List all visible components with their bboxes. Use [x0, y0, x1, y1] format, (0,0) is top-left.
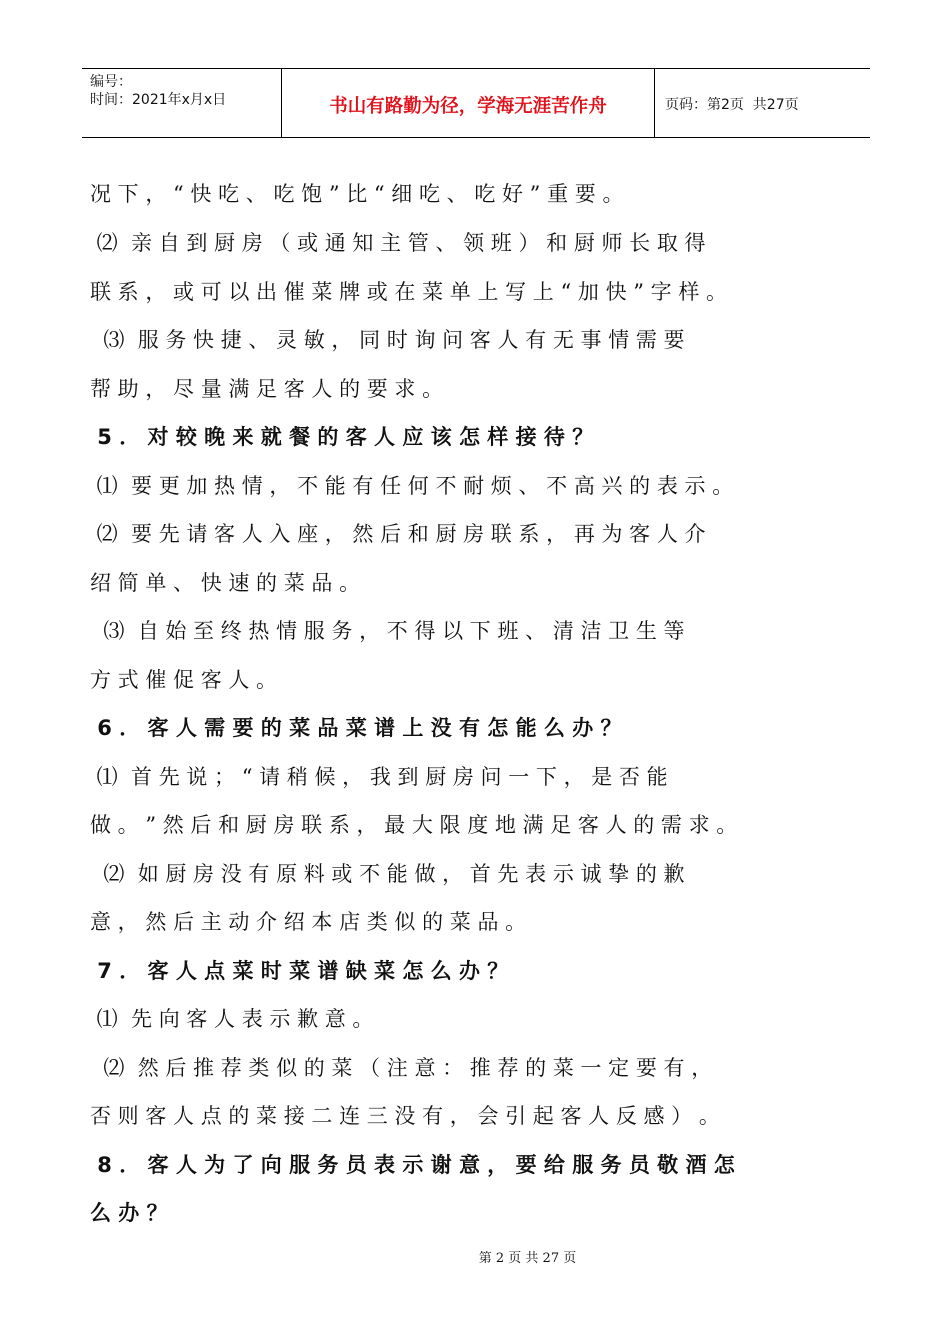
- question-heading: 7 ． 客 人 点 菜 时 菜 谱 缺 菜 怎 么 办 ？: [90, 959, 509, 983]
- body-line: ⑵ 然 后 推 荐 类 似 的 菜 （ 注 意 ： 推 荐 的 菜 一 定 要 有 ，: [90, 1056, 713, 1080]
- body-line: ⑶ 服 务 快 捷 、 灵 敏 ， 同 时 询 问 客 人 有 无 事 情 需 要: [90, 328, 685, 352]
- time-label: 时间：2021年x月x日: [90, 92, 227, 108]
- body-line: ⑶ 自 始 至 终 热 情 服 务 ， 不 得 以 下 班 、 清 洁 卫 生 等: [90, 619, 685, 643]
- body-line: 方 式 催 促 客 人 。: [90, 668, 278, 692]
- body-line: ⑴ 要 更 加 热 情 ， 不 能 有 任 何 不 耐 烦 、 不 高 兴 的 表 示 。: [90, 474, 734, 498]
- body-line: 绍 简 单 、 快 速 的 菜 品 。: [90, 571, 361, 595]
- question-heading: 8 ． 客 人 为 了 向 服 务 员 表 示 谢 意 ， 要 给 服 务 员 敬 酒 怎: [90, 1153, 735, 1177]
- question-heading: 6 ． 客 人 需 要 的 菜 品 菜 谱 上 没 有 怎 能 么 办 ？: [90, 716, 622, 740]
- page-footer: [0, 1247, 950, 1266]
- body-line: 帮 助 ， 尽 量 满 足 客 人 的 要 求 。: [90, 377, 444, 401]
- body-line: 否 则 客 人 点 的 菜 接 二 连 三 没 有 ， 会 引 起 客 人 反 感 ） 。: [90, 1104, 720, 1128]
- body-line: 况 下 ， “ 快 吃 、 吃 饱 ” 比 “ 细 吃 、 吃 好 ” 重 要 。: [90, 182, 624, 206]
- body-line: 做 。 ” 然 后 和 厨 房 联 系 ， 最 大 限 度 地 满 足 客 人 的 需 求 。: [90, 813, 738, 837]
- body-line: ⑴ 先 向 客 人 表 示 歉 意 。: [90, 1007, 374, 1031]
- body-line: 联 系 ， 或 可 以 出 催 菜 牌 或 在 菜 单 上 写 上 “ 加 快 ” 字 样 。: [90, 280, 728, 304]
- body-line: 意 ， 然 后 主 动 介 绍 本 店 类 似 的 菜 品 。: [90, 910, 527, 934]
- header-motto: 书山有路勤为径，学海无涯苦作舟: [282, 69, 655, 137]
- body-line: ⑵ 要 先 请 客 人 入 座 ， 然 后 和 厨 房 联 系 ， 再 为 客 人 介: [90, 522, 706, 546]
- question-heading: 么 办 ？: [90, 1201, 168, 1225]
- header-page-info: [655, 69, 870, 137]
- page-header: [82, 68, 870, 138]
- body-line: ⑵ 亲 自 到 厨 房 （ 或 通 知 主 管 、 领 班 ） 和 厨 师 长 取 得: [90, 231, 706, 255]
- code-label: 编号：: [90, 74, 132, 90]
- page-info-text: 页码：第2页 共27页: [665, 97, 799, 113]
- question-heading: 5 ． 对 较 晚 来 就 餐 的 客 人 应 该 怎 样 接 待 ？: [90, 425, 594, 449]
- footer-page-number: 第 2 页 共 27 页: [478, 1251, 577, 1266]
- body-line: ⑴ 首 先 说 ； “ 请 稍 候 ， 我 到 厨 房 问 一 下 ， 是 否 能: [90, 765, 668, 789]
- body-line: ⑵ 如 厨 房 没 有 原 料 或 不 能 做 ， 首 先 表 示 诚 挚 的 歉: [90, 862, 685, 886]
- header-meta: [82, 69, 282, 137]
